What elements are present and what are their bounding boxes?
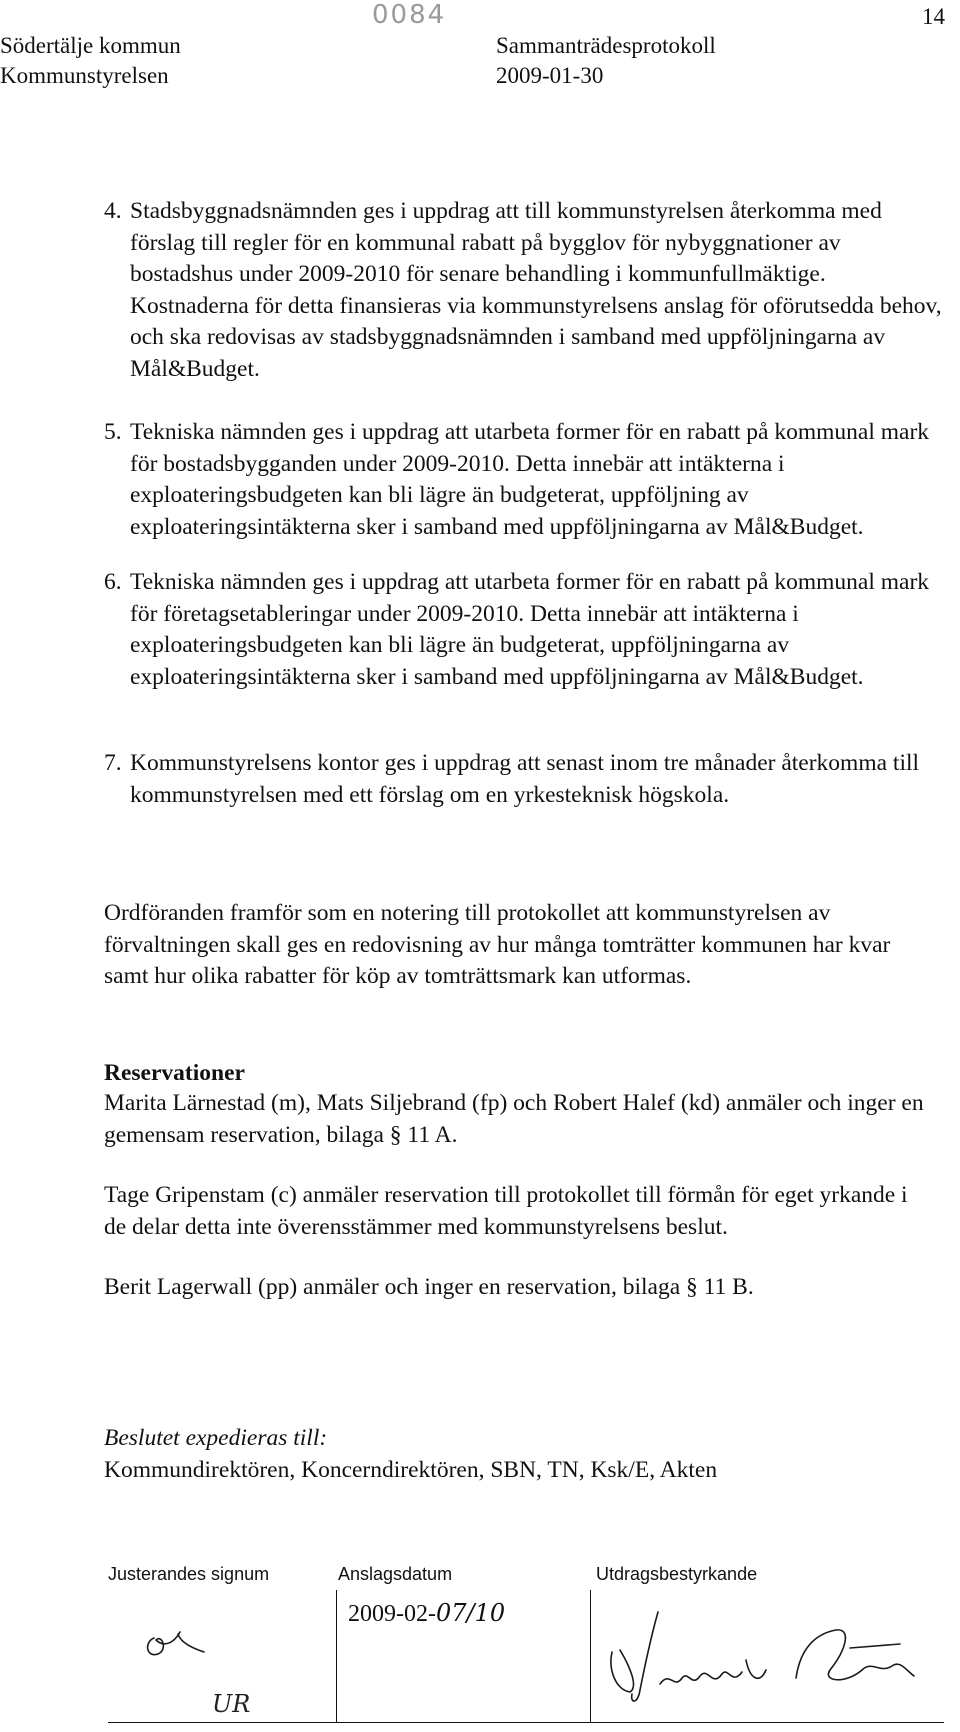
reservations-heading: Reservationer <box>104 1060 245 1086</box>
handwritten-signature <box>600 1600 920 1710</box>
page-number: 14 <box>922 4 945 29</box>
municipality-name: Södertälje kommun <box>0 33 181 58</box>
dispatch-label: Beslutet expedieras till: <box>104 1425 328 1451</box>
reservation-paragraph: Tage Gripenstam (c) anmäler reservation till protokollet till förmån för eget yrkande i de delar detta inte överensstämmer med kommunstyrelsens beslut. <box>104 1182 908 1240</box>
item-number: 7. <box>104 750 122 776</box>
handwritten-initials-ur: UR <box>212 1690 251 1718</box>
signature-divider <box>336 1590 337 1722</box>
signature-divider <box>590 1590 591 1722</box>
anslagsdatum-printed: 2009-02- <box>348 1601 436 1627</box>
item-text: Kommunstyrelsens kontor ges i uppdrag att senast inom tre månader återkomma till kommunstyrelsen med ett förslag om en yrkesteknisk högskola. <box>130 750 920 808</box>
decision-item-7 <box>104 748 944 811</box>
meeting-date: 2009-01-30 <box>496 63 604 88</box>
item-text: Stadsbyggnadsnämnden ges i uppdrag att till kommunstyrelsen återkomma med förslag till regler för en kommunal rabatt på bygglov för nybyggnationer av bostadshus under 2009-2010 för senare behandling i kommunfullmäktige. Kostnaderna för detta finansieras via kommunstyrelsens anslag för oförutsedda behov, och ska redovisas av stadsbyggnadsnämnden i samband med uppföljningarna av Mål&Budget. <box>130 198 942 382</box>
anslagsdatum-handwritten: 07/10 <box>435 1599 506 1627</box>
committee-name: Kommunstyrelsen <box>0 63 169 88</box>
anslagsdatum-label: Anslagsdatum <box>338 1564 453 1584</box>
item-number: 5. <box>104 419 122 445</box>
chair-note-paragraph: Ordföranden framför som en notering till protokollet att kommunstyrelsen av förvaltningen skall ges en redovisning av hur många tomträtter kommunen har kvar samt hur olika rabatter för köp av tomträttsmark kan utformas. <box>104 900 891 989</box>
anslagsdatum-value <box>348 1598 505 1631</box>
dispatch-recipients: Kommundirektören, Koncerndirektören, SBN, TN, Ksk/E, Akten <box>104 1457 718 1483</box>
item-number: 4. <box>104 198 122 224</box>
item-text: Tekniska nämnden ges i uppdrag att utarbeta former för en rabatt på kommunal mark för företagsetableringar under 2009-2010. Detta innebär att intäkterna i exploateringsbudgeten kan bli lägre än budgeterat, uppföljningarna av exploateringsintäkterna sker i samband med uppföljningarna av Mål&Budget. <box>130 569 930 690</box>
item-text: Tekniska nämnden ges i uppdrag att utarbeta former för en rabatt på kommunal mark för bostadsbygganden under 2009-2010. Detta innebär att intäkterna i exploateringsbudgeten kan bli lägre än budgeterat, uppföljning av exploateringsintäkterna sker i samband med uppföljningarna av Mål&Budget. <box>130 419 930 540</box>
reservation-paragraph: Berit Lagerwall (pp) anmäler och inger en reservation, bilaga § 11 B. <box>104 1274 754 1300</box>
decision-item-5 <box>104 417 944 543</box>
item-number: 6. <box>104 569 122 595</box>
utdragsbestyrkande-label: Utdragsbestyrkande <box>596 1564 758 1584</box>
signature-baseline <box>108 1722 944 1723</box>
justerandes-signum-label: Justerandes signum <box>108 1564 270 1584</box>
archive-stamp-number: 0084 <box>372 0 447 30</box>
decision-item-4 <box>104 196 944 385</box>
document-type: Sammanträdesprotokoll <box>496 33 716 58</box>
handwritten-initials-signature <box>140 1606 210 1666</box>
decision-item-6 <box>104 567 944 693</box>
reservation-paragraph: Marita Lärnestad (m), Mats Siljebrand (fp) och Robert Halef (kd) anmäler och inger en gemensam reservation, bilaga § 11 A. <box>104 1090 924 1148</box>
